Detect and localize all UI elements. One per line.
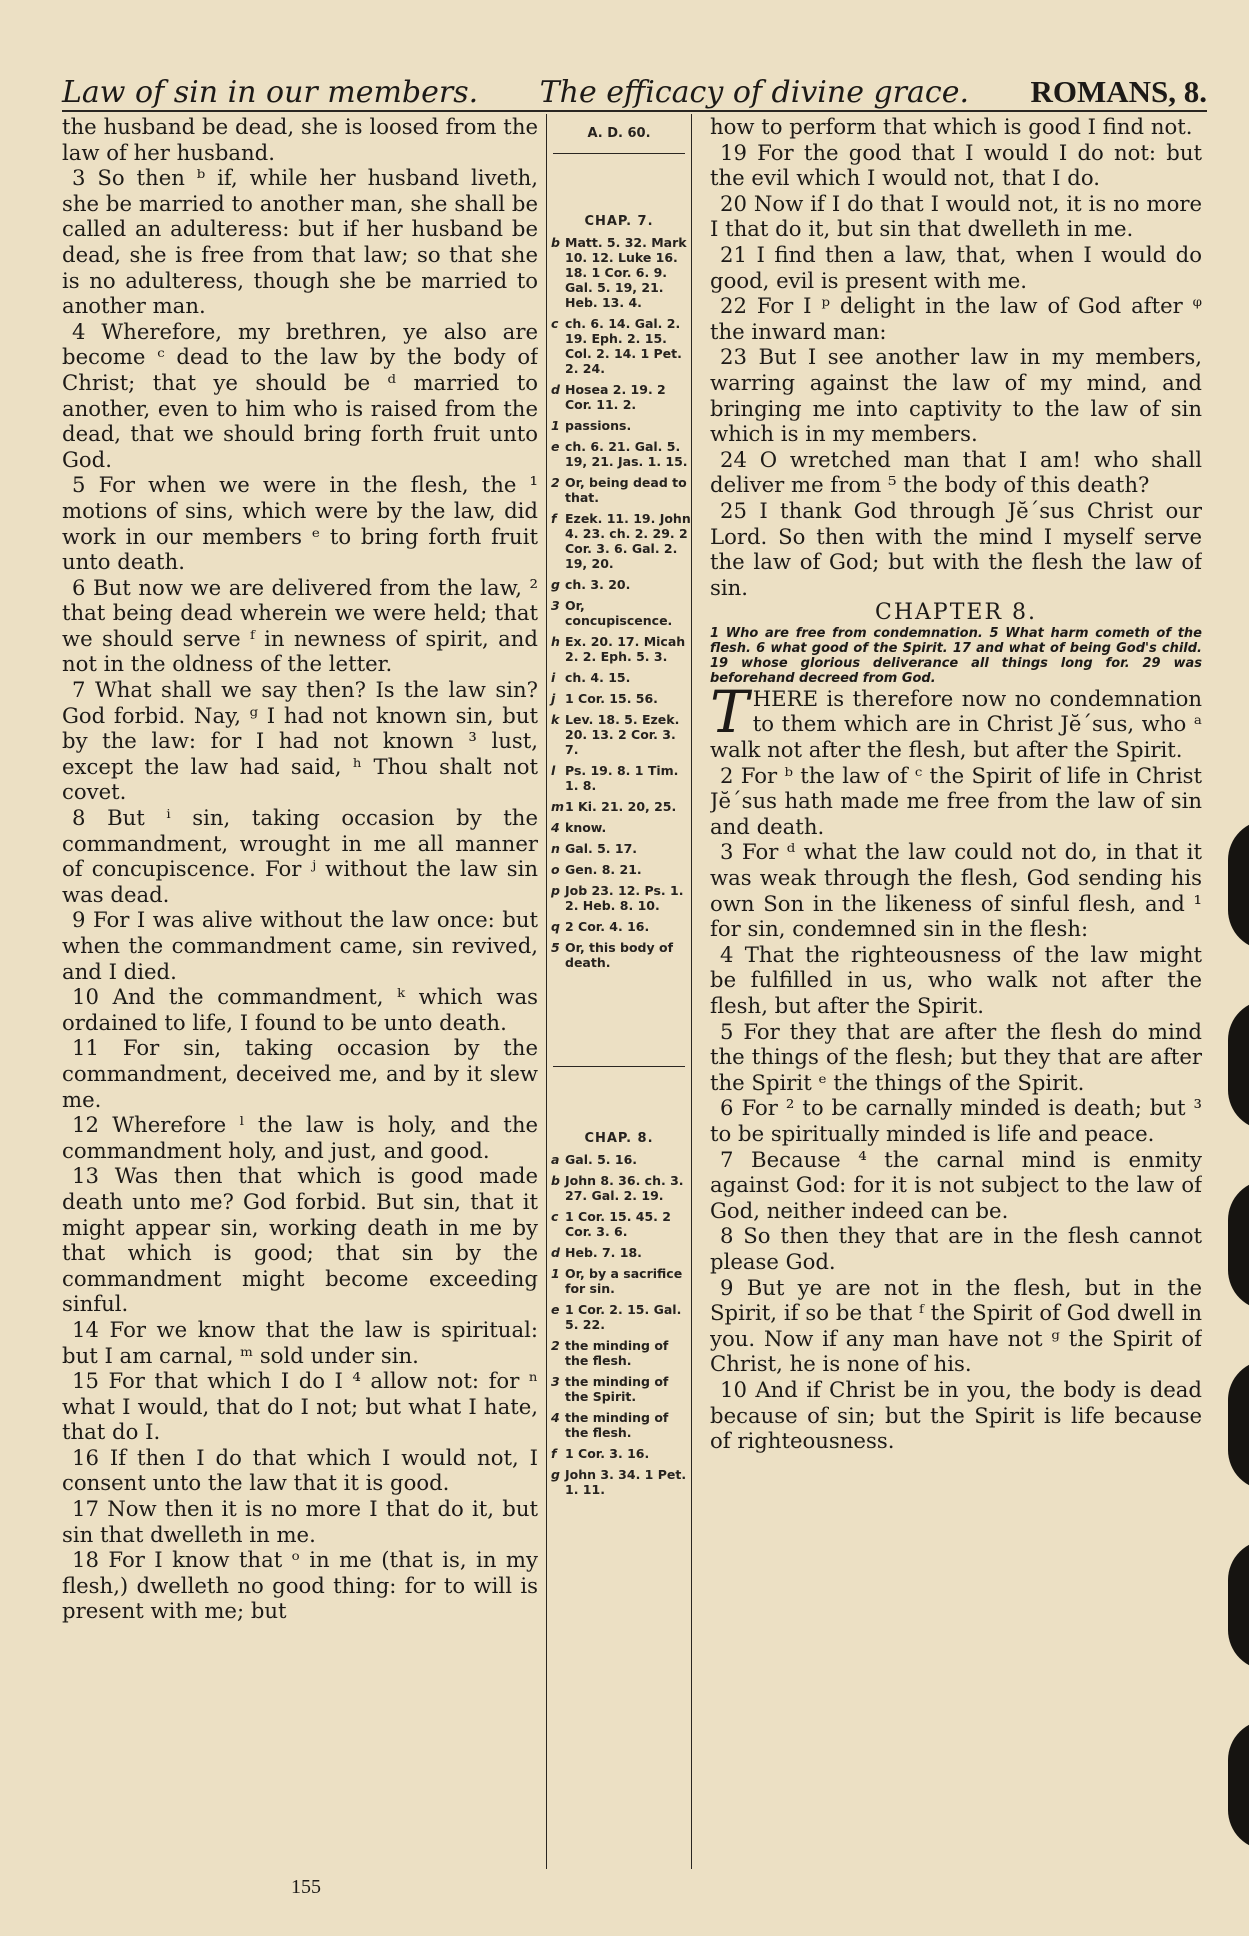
reference-text: ch. 6. 21. Gal. 5. 19, 21. Jas. 1. 15. bbox=[565, 439, 688, 469]
verse-paragraph: 24 O wretched man that I am! who shall deliver me from ⁵ the body of this death? bbox=[710, 446, 1202, 498]
reference-text: Hosea 2. 19. 2 Cor. 11. 2. bbox=[565, 382, 666, 412]
reference-key: c bbox=[551, 1209, 559, 1224]
reference-text: ch. 6. 14. Gal. 2. 19. Eph. 2. 15. Col. 2. 14. 1 Pet. 2. 24. bbox=[565, 316, 682, 376]
reference-key: n bbox=[551, 841, 560, 856]
verse-paragraph: 5 For when we were in the flesh, the ¹ motions of sins, which were by the law, did work in our members ᵉ to bring forth fruit unto death. bbox=[62, 472, 538, 575]
margin-reference bbox=[547, 1209, 691, 1239]
reference-key: f bbox=[551, 511, 557, 526]
reference-text: know. bbox=[565, 820, 607, 835]
verse-paragraph: 8 So then they that are in the flesh cannot please God. bbox=[710, 1223, 1202, 1274]
reference-key: g bbox=[551, 577, 560, 592]
reference-key: o bbox=[551, 862, 560, 877]
verse-paragraph: 18 For I know that ᵒ in me (that is, in my flesh,) dwelleth no good thing: for to will is present with me; but bbox=[62, 1547, 538, 1624]
reference-key: 4 bbox=[551, 820, 560, 835]
verse-paragraph: 9 For I was alive without the law once: but when the commandment came, sin revived, and I died. bbox=[62, 907, 538, 984]
running-header bbox=[62, 64, 1207, 112]
margin-reference bbox=[547, 940, 691, 970]
reference-text: Or, concupiscence. bbox=[565, 598, 673, 628]
thumb-index-tab[interactable] bbox=[1228, 1000, 1249, 1130]
reference-text: ch. 4. 15. bbox=[565, 670, 631, 685]
verse-paragraph: 11 For sin, taking occasion by the commandment, deceived me, and by it slew me. bbox=[62, 1035, 538, 1112]
reference-key: f bbox=[551, 1446, 557, 1461]
thumb-index-tab[interactable] bbox=[1228, 1360, 1249, 1490]
margin-chapter-8-label: CHAP. 8. bbox=[584, 1131, 654, 1146]
reference-key: h bbox=[551, 634, 560, 649]
thumb-index-tab[interactable] bbox=[1228, 1540, 1249, 1670]
reference-text: Or, this body of death. bbox=[565, 940, 674, 970]
margin-reference bbox=[547, 883, 691, 913]
reference-text: Heb. 7. 18. bbox=[565, 1245, 642, 1260]
chapter-heading: CHAPTER 8. bbox=[875, 600, 1037, 626]
margin-reference bbox=[547, 820, 691, 835]
verse-paragraph: 20 Now if I do that I would not, it is no more I that do it, but sin that dwelleth in me. bbox=[710, 190, 1202, 242]
reference-text: Or, being dead to that. bbox=[565, 475, 687, 505]
margin-reference bbox=[547, 919, 691, 934]
reference-key: 4 bbox=[551, 1410, 560, 1425]
margin-reference bbox=[547, 862, 691, 877]
reference-text: Lev. 18. 5. Ezek. 20. 13. 2 Cor. 3. 7. bbox=[565, 712, 680, 757]
verse-paragraph: the husband be dead, she is loosed from the law of her husband. bbox=[62, 114, 538, 165]
margin-chapter-7-label: CHAP. 7. bbox=[584, 214, 654, 229]
verse-paragraph: 10 And if Christ be in you, the body is dead because of sin; but the Spirit is life because of righteousness. bbox=[710, 1376, 1202, 1454]
reference-text: Ex. 20. 17. Micah 2. 2. Eph. 5. 3. bbox=[565, 634, 686, 664]
reference-key: e bbox=[551, 439, 560, 454]
chapter-8-reference-list bbox=[547, 1152, 691, 1497]
margin-reference bbox=[547, 418, 691, 433]
reference-text: Gen. 8. 21. bbox=[565, 862, 642, 877]
margin-reference bbox=[547, 511, 691, 571]
left-text-column bbox=[62, 114, 538, 1869]
margin-reference bbox=[547, 712, 691, 757]
margin-reference bbox=[547, 235, 691, 310]
reference-key: b bbox=[551, 1173, 560, 1188]
reference-text: passions. bbox=[565, 418, 632, 433]
reference-key: i bbox=[551, 670, 556, 685]
reference-key: 3 bbox=[551, 1374, 560, 1389]
chapter-7-reference-list bbox=[547, 235, 691, 970]
reference-key: 1 bbox=[551, 418, 560, 433]
margin-reference bbox=[547, 1245, 691, 1260]
reference-text: the minding of the flesh. bbox=[565, 1338, 669, 1368]
reference-text: ch. 3. 20. bbox=[565, 577, 631, 592]
margin-reference bbox=[547, 670, 691, 685]
thumb-index-tab[interactable] bbox=[1228, 1180, 1249, 1310]
verse-paragraph: 23 But I see another law in my members, warring against the law of my mind, and bringing me into captivity to the law of sin which is in my members. bbox=[710, 344, 1202, 447]
chapter-summary: 1 Who are free from condemnation. 5 What harm cometh of the flesh. 6 what good of the Spirit. 17 and what of being God's child. 19 whose glorious deliverance all things long for. 29 was beforehand decreed from God. bbox=[710, 625, 1202, 686]
verse-paragraph: 15 For that which I do I ⁴ allow not: for ⁿ what I would, that do I not; but what I hate, that do I. bbox=[62, 1368, 538, 1445]
margin-references bbox=[546, 114, 692, 1869]
reference-text: Or, by a sacrifice for sin. bbox=[565, 1266, 683, 1296]
reference-key: 3 bbox=[551, 598, 560, 613]
verse-paragraph: 3 So then ᵇ if, while her husband liveth, she be married to another man, she shall be called an adulteress: but if her husband be dead, she is free from that law; so that she is no adulteress, though she be married to another man. bbox=[62, 165, 538, 319]
drop-cap-letter: T bbox=[710, 677, 749, 746]
margin-reference bbox=[547, 1302, 691, 1332]
margin-reference bbox=[547, 1338, 691, 1368]
verse-paragraph: 10 And the commandment, ᵏ which was ordained to life, I found to be unto death. bbox=[62, 984, 538, 1035]
reference-key: d bbox=[551, 382, 560, 397]
header-middle-title: The efficacy of divine grace. bbox=[539, 75, 969, 110]
reference-key: c bbox=[551, 316, 559, 331]
reference-text: Job 23. 12. Ps. 1. 2. Heb. 8. 10. bbox=[565, 883, 684, 913]
reference-text: Ps. 19. 8. 1 Tim. 1. 8. bbox=[565, 763, 679, 793]
verse-paragraph: 6 But now we are delivered from the law, ² that being dead wherein we were held; that we should serve ᶠ in newness of spirit, and not in the oldness of the letter. bbox=[62, 574, 538, 677]
verse-paragraph: 12 Wherefore ˡ the law is holy, and the commandment holy, and just, and good. bbox=[62, 1112, 538, 1163]
margin-divider bbox=[553, 153, 685, 154]
reference-key: d bbox=[551, 1245, 560, 1260]
margin-reference bbox=[547, 1173, 691, 1203]
reference-key: 2 bbox=[551, 475, 560, 490]
verse-paragraph: 19 For the good that I would I do not: but the evil which I would not, that I do. bbox=[710, 139, 1202, 191]
reference-key: 2 bbox=[551, 1338, 560, 1353]
verse-paragraph: 4 That the righteousness of the law might be fulfilled in us, who walk not after the flesh, but after the Spirit. bbox=[710, 941, 1202, 1018]
reference-key: p bbox=[551, 883, 560, 898]
margin-reference bbox=[547, 763, 691, 793]
reference-key: l bbox=[551, 763, 556, 778]
reference-text: Matt. 5. 32. Mark 10. 12. Luke 16. 18. 1 Cor. 6. 9. Gal. 5. 19, 21. Heb. 13. 4. bbox=[565, 235, 687, 310]
margin-reference bbox=[547, 1410, 691, 1440]
margin-reference bbox=[547, 316, 691, 376]
margin-reference bbox=[547, 1467, 691, 1497]
margin-reference bbox=[547, 382, 691, 412]
verse-paragraph: how to perform that which is good I find not. bbox=[710, 114, 1193, 139]
margin-reference bbox=[547, 1152, 691, 1167]
margin-reference bbox=[547, 634, 691, 664]
margin-reference bbox=[547, 475, 691, 505]
reference-text: John 8. 36. ch. 3. 27. Gal. 2. 19. bbox=[565, 1173, 684, 1203]
verse-paragraph: 8 But ⁱ sin, taking occasion by the commandment, wrought in me all manner of concupiscence. For ʲ without the law sin was dead. bbox=[62, 805, 538, 907]
reference-text: 2 Cor. 4. 16. bbox=[565, 919, 650, 934]
reference-text: 1 Cor. 2. 15. Gal. 5. 22. bbox=[565, 1302, 682, 1332]
margin-reference bbox=[547, 1266, 691, 1296]
reference-text: 1 Cor. 15. 56. bbox=[565, 691, 658, 706]
verse-paragraph: 21 I find then a law, that, when I would do good, evil is present with me. bbox=[710, 241, 1202, 293]
margin-reference bbox=[547, 691, 691, 706]
verse-paragraph: 9 But ye are not in the flesh, but in the Spirit, if so be that ᶠ the Spirit of God dwell in you. Now if any man have not ᵍ the Spirit of Christ, he is none of his. bbox=[710, 1274, 1202, 1377]
thumb-index-tabs bbox=[1228, 0, 1249, 1936]
reference-text: 1 Cor. 3. 16. bbox=[565, 1446, 650, 1461]
verse-paragraph: 4 Wherefore, my brethren, ye also are become ᶜ dead to the law by the body of Christ; that ye should be ᵈ married to another, even to him who is raised from the dead, that we should bring forth fruit unto God. bbox=[62, 318, 538, 472]
page-number: 155 bbox=[291, 1876, 321, 1898]
margin-reference bbox=[547, 799, 691, 814]
thumb-index-tab[interactable] bbox=[1228, 1720, 1249, 1850]
verse-paragraph: 7 What shall we say then? Is the law sin? God forbid. Nay, ᵍ I had not known sin, but by the law: for I had not known ³ lust, except the law had said, ʰ Thou shalt not covet. bbox=[62, 677, 538, 805]
right-text-column bbox=[710, 114, 1202, 1869]
header-book-chapter: ROMANS, 8. bbox=[1030, 74, 1207, 109]
margin-reference bbox=[547, 598, 691, 628]
verse-paragraph: 16 If then I do that which I would not, I consent unto the law that it is good. bbox=[62, 1444, 538, 1496]
verse-paragraph: 25 I thank God through Jĕ´sus Christ our Lord. So then with the mind I myself serve the law of God; but with the flesh the law of sin. bbox=[710, 497, 1202, 600]
reference-text: 1 Ki. 21. 20, 25. bbox=[565, 799, 677, 814]
reference-text: Gal. 5. 16. bbox=[565, 1152, 638, 1167]
reference-text: John 3. 34. 1 Pet. 1. 11. bbox=[565, 1467, 687, 1497]
verse-paragraph: 5 For they that are after the flesh do mind the things of the flesh; but they that are after the Spirit ᵉ the things of the Spirit. bbox=[710, 1018, 1202, 1095]
reference-key: m bbox=[551, 799, 565, 814]
reference-key: e bbox=[551, 1302, 560, 1317]
reference-key: 1 bbox=[551, 1266, 560, 1281]
first-verse-paragraph bbox=[710, 677, 1202, 763]
margin-year: A. D. 60. bbox=[587, 126, 651, 141]
margin-reference bbox=[547, 1374, 691, 1404]
margin-reference bbox=[547, 439, 691, 469]
verse-paragraph: 14 For we know that the law is spiritual: but I am carnal, ᵐ sold under sin. bbox=[62, 1316, 538, 1368]
margin-reference bbox=[547, 841, 691, 856]
reference-key: 5 bbox=[551, 940, 560, 955]
margin-divider bbox=[553, 1066, 685, 1067]
verse-paragraph: 22 For I ᵖ delight in the law of God after ᵠ the inward man: bbox=[710, 293, 1202, 344]
reference-text: the minding of the Spirit. bbox=[565, 1374, 669, 1404]
verse-paragraph: 3 For ᵈ what the law could not do, in that it was weak through the flesh, God sending his own Son in the likeness of sinful flesh, and ¹ for sin, condemned sin in the flesh: bbox=[710, 839, 1202, 942]
reference-key: q bbox=[551, 919, 560, 934]
verse-paragraph: 17 Now then it is no more I that do it, but sin that dwelleth in me. bbox=[62, 1496, 538, 1547]
margin-reference bbox=[547, 577, 691, 592]
verse-paragraph: 13 Was then that which is good made death unto me? God forbid. But sin, that it might appear sin, working death in me by that which is good; that sin by the commandment might become exceeding sinful. bbox=[62, 1163, 538, 1317]
first-verse-text: HERE is therefore now no condemnation to them which are in Christ Jĕ´sus, who ᵃ walk not after the flesh, but after the Spirit. bbox=[710, 685, 1202, 763]
reference-key: k bbox=[551, 712, 560, 727]
reference-text: 1 Cor. 15. 45. 2 Cor. 3. 6. bbox=[565, 1209, 671, 1239]
header-left-title: Law of sin in our members. bbox=[62, 75, 479, 110]
reference-key: b bbox=[551, 235, 560, 250]
thumb-index-tab[interactable] bbox=[1228, 820, 1249, 950]
reference-text: Ezek. 11. 19. John 4. 23. ch. 2. 29. 2 Cor. 3. 6. Gal. 2. 19, 20. bbox=[565, 511, 691, 571]
margin-reference bbox=[547, 1446, 691, 1461]
verse-paragraph: 2 For ᵇ the law of ᶜ the Spirit of life in Christ Jĕ´sus hath made me free from the law of sin and death. bbox=[710, 762, 1202, 839]
reference-key: j bbox=[551, 691, 556, 706]
reference-key: a bbox=[551, 1152, 560, 1167]
reference-key: g bbox=[551, 1467, 560, 1482]
verse-paragraph: 7 Because ⁴ the carnal mind is enmity against God: for it is not subject to the law of God, neither indeed can be. bbox=[710, 1146, 1202, 1223]
reference-text: the minding of the flesh. bbox=[565, 1410, 669, 1440]
verse-paragraph: 6 For ² to be carnally minded is death; but ³ to be spiritually minded is life and peace. bbox=[710, 1095, 1202, 1146]
reference-text: Gal. 5. 17. bbox=[565, 841, 638, 856]
